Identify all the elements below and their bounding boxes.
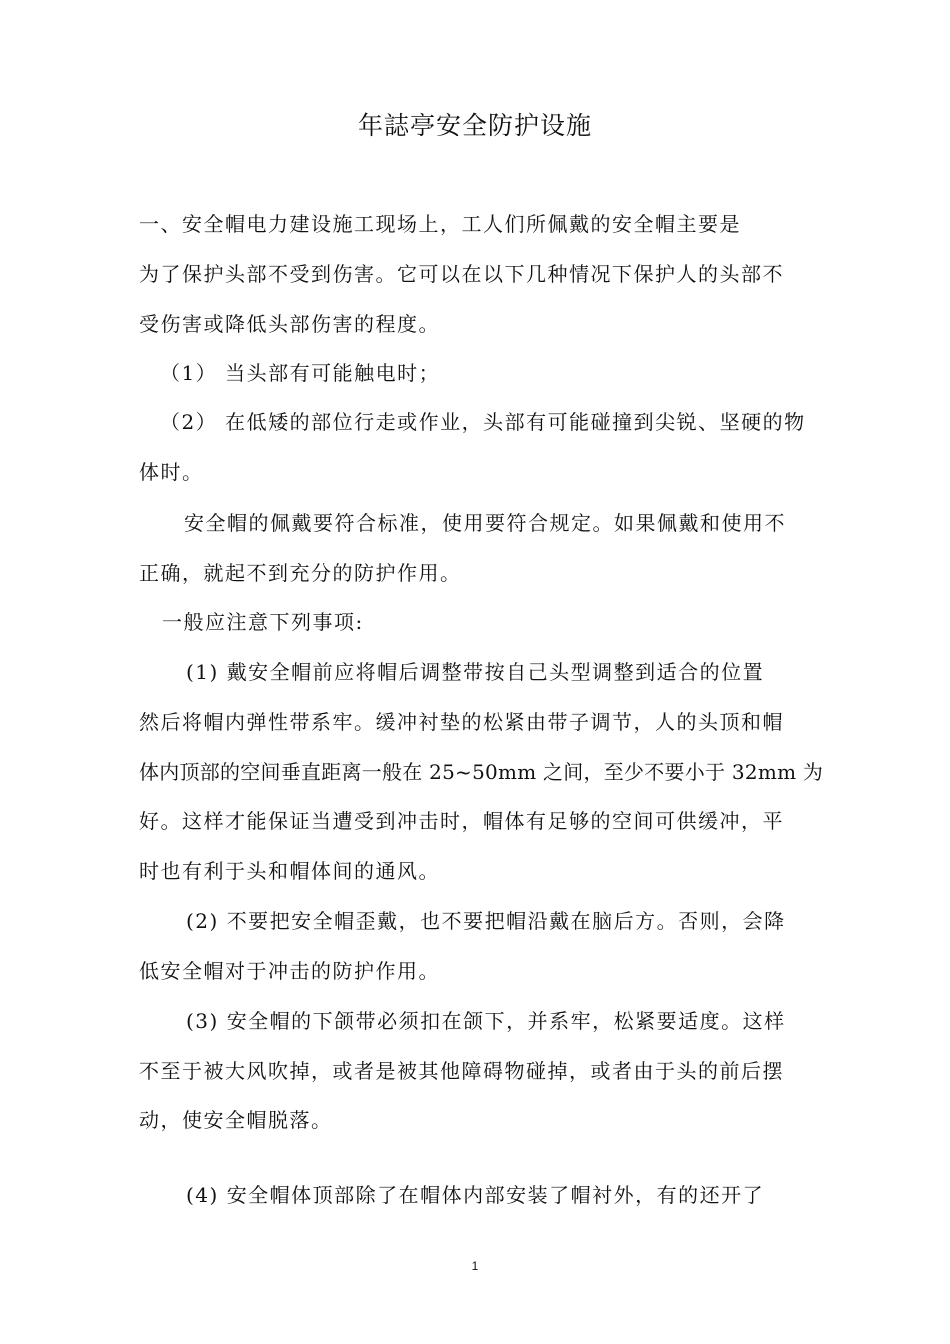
body-line: 好。这样才能保证当遭受到冲击时，帽体有足够的空间可供缓冲，平 [139,809,784,833]
document-title: 年誌亭安全防护设施 [357,111,592,140]
list-item-line: （1） 当头部有可能触电时； [160,361,441,385]
body-line: 体时。 [139,460,204,484]
page-number: 1 [471,1259,479,1273]
body-line: 时也有利于头和帽体间的通风。 [139,859,440,883]
body-line: 为了保护头部不受到伤害。它可以在以下几种情况下保护人的头部不 [139,262,784,286]
list-item-line: (4) 安全帽体顶部除了在帽体内部安装了帽衬外，有的还开了 [186,1183,765,1207]
list-item-line: (3) 安全帽的下颌带必须扣在颌下，并系牢，松紧要适度。这样 [186,1009,786,1033]
body-line: 正确，就起不到充分的防护作用。 [139,561,462,585]
body-line: 低安全帽对于冲击的防护作用。 [139,959,440,983]
body-line: 动，使安全帽脱落。 [139,1108,333,1132]
body-line: 受伤害或降低头部伤害的程度。 [139,312,440,336]
body-line: 不至于被大风吹掉，或者是被其他障碍物碰掉，或者由于头的前后摆 [139,1059,784,1083]
paragraph-line: 安全帽的佩戴要符合标准，使用要符合规定。如果佩戴和使用不 [184,511,786,535]
body-line: 一、安全帽电力建设施工现场上，工人们所佩戴的安全帽主要是 [139,212,741,236]
body-line: 然后将帽内弹性带系牢。缓冲衬垫的松紧由带子调节，人的头顶和帽 [139,710,784,734]
section-heading-line: 一般应注意下列事项: [162,610,364,634]
body-line: 体内顶部的空间垂直距离一般在 25~50mm 之间，至少不要小于 32mm 为 [139,760,824,784]
list-item-line: (1) 戴安全帽前应将帽后调整带按自己头型调整到适合的位置 [186,660,765,684]
list-item-line: (2) 不要把安全帽歪戴，也不要把帽沿戴在脑后方。否则，会降 [186,909,786,933]
list-item-line: （2） 在低矮的部位行走或作业，头部有可能碰撞到尖锐、坚硬的物 [160,410,806,434]
